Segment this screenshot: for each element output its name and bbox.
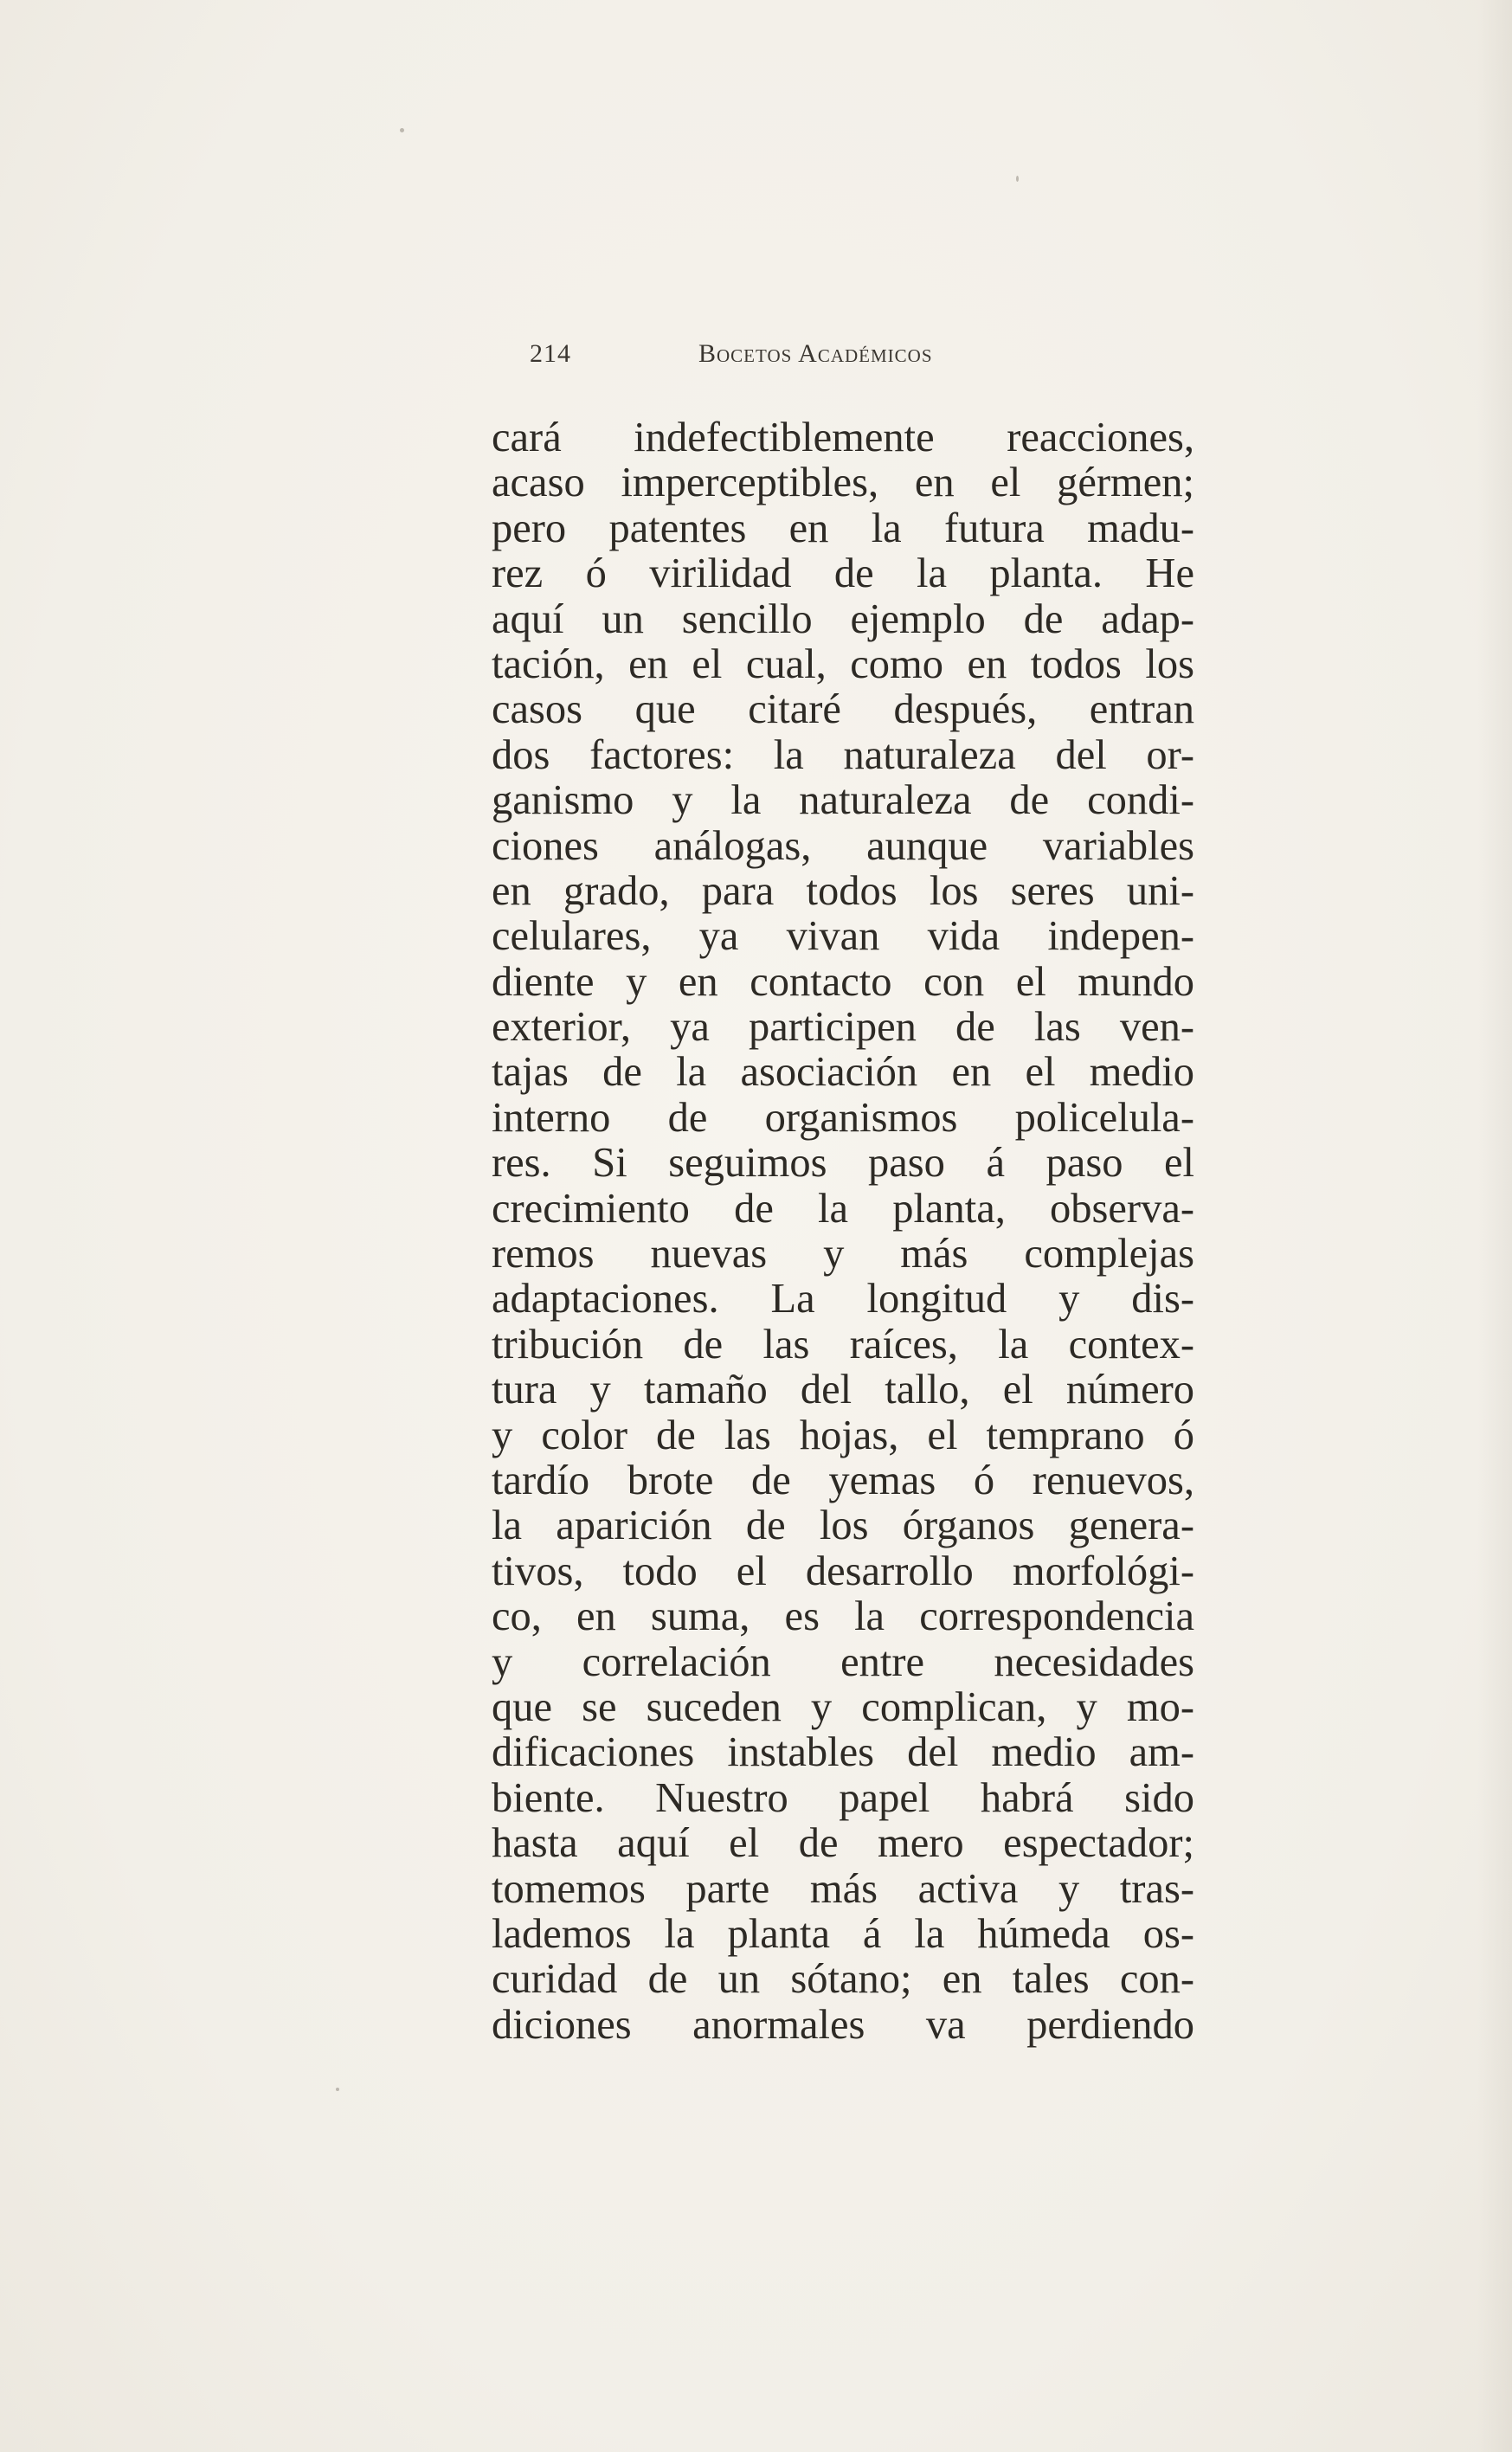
text-line: en grado, para todos los seres uni- xyxy=(492,867,1194,914)
text-line: crecimiento de la planta, observa- xyxy=(492,1185,1194,1232)
text-line: biente. Nuestro papel habrá sido xyxy=(492,1774,1194,1821)
text-line: remos nuevas y más complejas xyxy=(492,1231,1194,1277)
paper-speck xyxy=(336,2088,339,2091)
text-line: diciones anormales va perdiendo xyxy=(492,2001,1194,2048)
page-edge-shadow xyxy=(1477,0,1512,2452)
text-line: ganismo y la naturaleza de condi- xyxy=(492,777,1194,824)
text-line: hasta aquí el de mero espectador; xyxy=(492,1820,1194,1867)
text-line: adaptaciones. La longitud y dis- xyxy=(492,1276,1194,1323)
text-line: tardío brote de yemas ó renuevos, xyxy=(492,1457,1194,1503)
text-line: tación, en el cual, como en todos los xyxy=(492,640,1194,687)
text-line: cará indefectiblemente reacciones, xyxy=(492,415,1194,460)
text-line: interno de organismos policelula- xyxy=(492,1094,1194,1141)
text-line: tivos, todo el desarrollo morfológi- xyxy=(492,1548,1194,1594)
text-line: exterior, ya participen de las ven- xyxy=(492,1004,1194,1051)
text-line: curidad de un sótano; en tales con- xyxy=(492,1956,1194,2003)
text-line: casos que citaré después, entran xyxy=(492,686,1194,733)
page-number: 214 xyxy=(530,339,571,368)
text-line: co, en suma, es la correspondencia xyxy=(492,1593,1194,1640)
text-line: celulares, ya vivan vida indepen- xyxy=(492,913,1194,960)
running-head xyxy=(530,339,1395,383)
text-line: pero patentes en la futura madu- xyxy=(492,505,1194,551)
text-line: que se suceden y complican, y mo- xyxy=(492,1683,1194,1730)
text-line: dificaciones instables del medio am- xyxy=(492,1729,1194,1776)
text-line: dos factores: la naturaleza del or- xyxy=(492,731,1194,778)
text-line: diente y en contacto con el mundo xyxy=(492,958,1194,1005)
paper-speck xyxy=(1016,176,1019,182)
text-line: y color de las hojas, el temprano ó xyxy=(492,1412,1194,1458)
text-line: y correlación entre necesidades xyxy=(492,1638,1194,1685)
text-line: aquí un sencillo ejemplo de adap- xyxy=(492,595,1194,642)
text-line: la aparición de los órganos genera- xyxy=(492,1503,1194,1549)
text-line: acaso imperceptibles, en el gérmen; xyxy=(492,460,1194,506)
paper-speck xyxy=(400,128,404,132)
text-line: tomemos parte más activa y tras- xyxy=(492,1865,1194,1912)
body-text xyxy=(492,415,1194,2048)
text-line: rez ó virilidad de la planta. He xyxy=(492,550,1194,597)
text-line: tajas de la asociación en el medio xyxy=(492,1049,1194,1096)
text-line: res. Si seguimos paso á paso el xyxy=(492,1140,1194,1187)
text-line: lademos la planta á la húmeda os- xyxy=(492,1910,1194,1957)
text-line: tura y tamaño del tallo, el número xyxy=(492,1367,1194,1413)
book-title: Bocetos Académicos xyxy=(698,339,933,368)
text-line: ciones análogas, aunque variables xyxy=(492,822,1194,869)
text-line: tribución de las raíces, la contex- xyxy=(492,1321,1194,1368)
